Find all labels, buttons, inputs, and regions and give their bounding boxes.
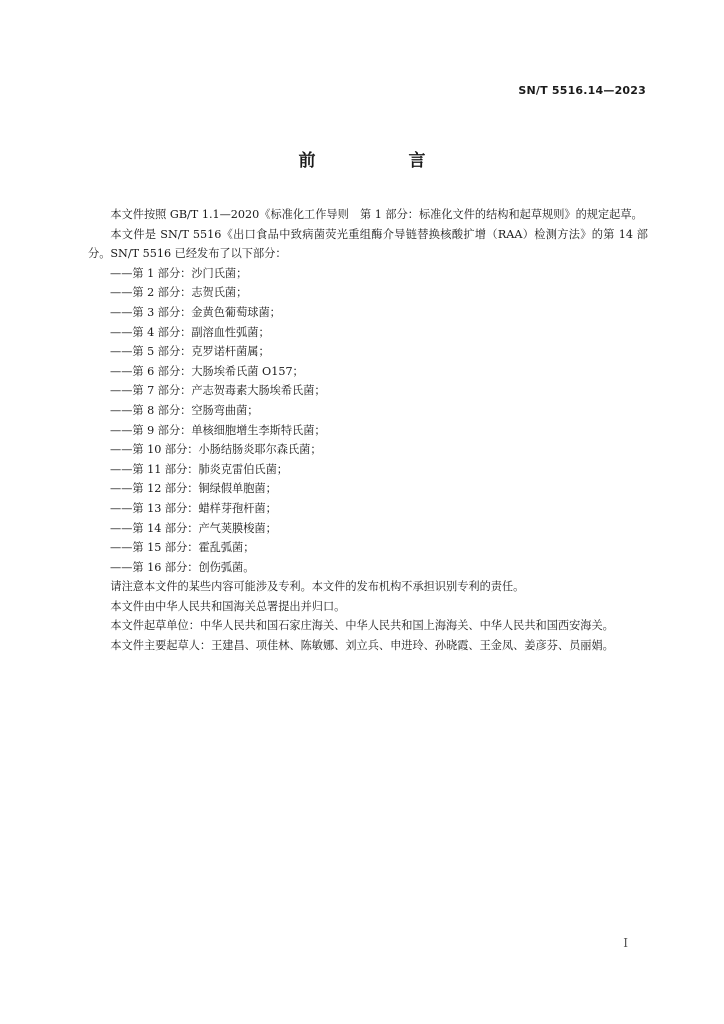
foreword-body [88, 205, 648, 656]
paragraph-proposer: 本文件由中华人民共和国海关总署提出并归口。 [110, 599, 346, 613]
list-item: ——第 11 部分：肺炎克雷伯氏菌； [110, 462, 288, 476]
paragraph-drafting-rules: 本文件按照 GB/T 1.1—2020《标准化工作导则 第 1 部分：标准化文件的结构和起草规则》的规定起草。 [110, 208, 643, 221]
page-number: I [623, 936, 628, 950]
list-item: ——第 7 部分：产志贺毒素大肠埃希氏菌； [110, 384, 326, 398]
page-title: 前 言 [298, 151, 464, 171]
list-item: ——第 6 部分：大肠埃希氏菌 O157； [110, 364, 304, 378]
list-item: ——第 2 部分：志贺氏菌； [110, 286, 248, 300]
list-item: ——第 8 部分：空肠弯曲菌； [110, 403, 259, 417]
list-item: ——第 9 部分：单核细胞增生李斯特氏菌； [110, 423, 326, 437]
list-item: ——第 4 部分：副溶血性弧菌； [110, 325, 270, 339]
parts-list [88, 264, 648, 578]
list-item: ——第 10 部分：小肠结肠炎耶尔森氏菌； [110, 443, 322, 457]
list-item: ——第 5 部分：克罗诺杆菌属； [110, 345, 270, 359]
list-item: ——第 13 部分：蜡样芽孢杆菌； [110, 501, 277, 515]
paragraph-drafting-units: 本文件起草单位：中华人民共和国石家庄海关、中华人民共和国上海海关、中华人民共和国西安海关。 [110, 619, 614, 633]
list-item: ——第 14 部分：产气荚膜梭菌； [110, 521, 277, 535]
paragraph-patent-notice: 请注意本文件的某些内容可能涉及专利。本文件的发布机构不承担识别专利的责任。 [110, 580, 525, 594]
list-item: ——第 15 部分：霍乱弧菌； [110, 541, 255, 555]
list-item: ——第 16 部分：创伤弧菌。 [110, 560, 255, 574]
list-item: ——第 3 部分：金黄色葡萄球菌； [110, 305, 281, 319]
paragraph-series-intro: 本文件是 SN/T 5516《出口食品中致病菌荧光重组酶介导链替换核酸扩增（RAA）检测方法》的第 14 部分。SN/T 5516 已经发布了以下部分： [88, 227, 648, 261]
list-item: ——第 1 部分：沙门氏菌； [110, 266, 248, 280]
paragraph-drafters: 本文件主要起草人：王建昌、项佳林、陈敏娜、刘立兵、申进玲、孙晓霞、王金凤、姜彦芬、员丽娟。 [110, 639, 614, 653]
list-item: ——第 12 部分：铜绿假单胞菌； [110, 482, 277, 496]
standard-number: SN/T 5516.14—2023 [518, 84, 646, 97]
